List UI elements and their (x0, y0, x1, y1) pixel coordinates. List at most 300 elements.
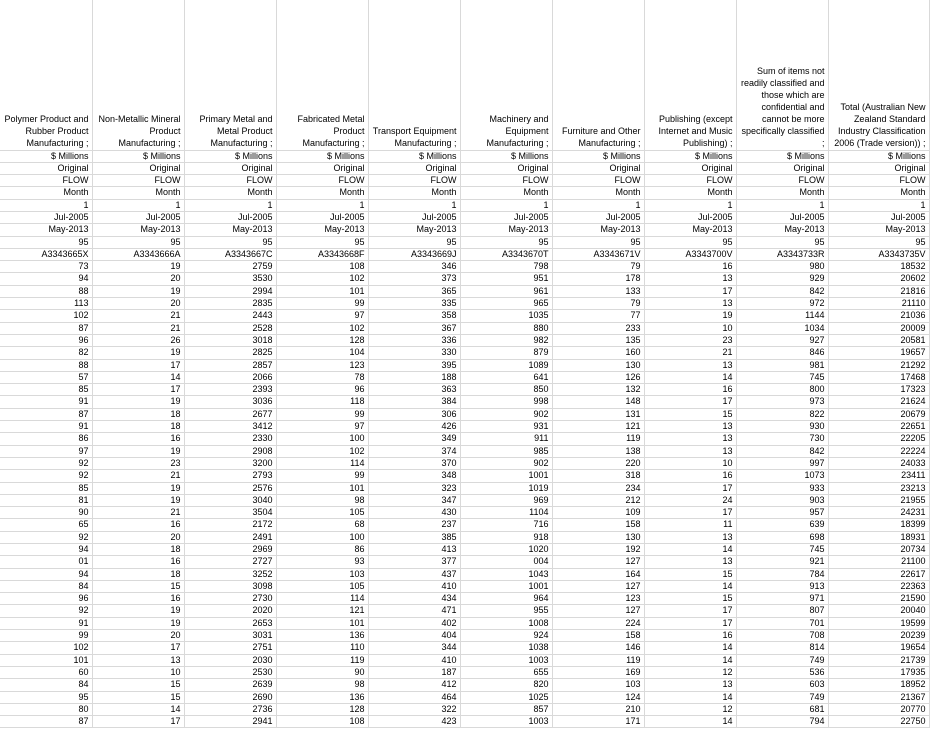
data-cell[interactable]: 20239 (828, 630, 929, 642)
data-cell[interactable]: 92 (0, 531, 92, 543)
data-cell[interactable]: 19 (92, 396, 184, 408)
data-cell[interactable]: 16 (92, 433, 184, 445)
header-adjustment-cell[interactable]: Original (92, 162, 184, 174)
data-cell[interactable]: 2857 (184, 359, 276, 371)
data-cell[interactable]: 22750 (828, 716, 929, 728)
data-cell[interactable]: 708 (736, 630, 828, 642)
data-cell[interactable]: 19654 (828, 642, 929, 654)
header-observations-cell[interactable]: 95 (0, 236, 92, 248)
header-title-cell[interactable]: Polymer Product and Rubber Product Manufacturing ; (0, 0, 92, 150)
data-cell[interactable]: 17 (644, 285, 736, 297)
data-cell[interactable]: 14 (644, 716, 736, 728)
data-cell[interactable]: 814 (736, 642, 828, 654)
data-cell[interactable]: 98 (276, 494, 368, 506)
header-unit-cell[interactable]: $ Millions (92, 150, 184, 162)
data-cell[interactable]: 60 (0, 666, 92, 678)
data-cell[interactable]: 2825 (184, 347, 276, 359)
data-cell[interactable]: 2727 (184, 556, 276, 568)
data-cell[interactable]: 374 (368, 445, 460, 457)
data-cell[interactable]: 85 (0, 384, 92, 396)
data-cell[interactable]: 19 (92, 605, 184, 617)
data-cell[interactable]: 13 (644, 421, 736, 433)
header-series-type-cell[interactable]: FLOW (552, 175, 644, 187)
data-cell[interactable]: 118 (276, 396, 368, 408)
data-cell[interactable]: 2491 (184, 531, 276, 543)
data-cell[interactable]: 2172 (184, 519, 276, 531)
data-cell[interactable]: 132 (552, 384, 644, 396)
data-cell[interactable]: 3504 (184, 507, 276, 519)
data-cell[interactable]: 102 (0, 642, 92, 654)
data-cell[interactable]: 88 (0, 359, 92, 371)
data-cell[interactable]: 110 (276, 642, 368, 654)
data-cell[interactable]: 385 (368, 531, 460, 543)
data-cell[interactable]: 434 (368, 593, 460, 605)
data-cell[interactable]: 80 (0, 703, 92, 715)
data-cell[interactable]: 965 (460, 298, 552, 310)
data-cell[interactable]: 130 (552, 359, 644, 371)
data-cell[interactable]: 3252 (184, 568, 276, 580)
data-cell[interactable]: 20 (92, 531, 184, 543)
data-cell[interactable]: 951 (460, 273, 552, 285)
data-cell[interactable]: 121 (552, 421, 644, 433)
data-cell[interactable]: 822 (736, 408, 828, 420)
data-cell[interactable]: 13 (644, 273, 736, 285)
data-cell[interactable]: 87 (0, 716, 92, 728)
data-cell[interactable]: 2530 (184, 666, 276, 678)
data-cell[interactable]: 126 (552, 371, 644, 383)
data-cell[interactable]: 850 (460, 384, 552, 396)
data-cell[interactable]: 1020 (460, 544, 552, 556)
data-cell[interactable]: 187 (368, 666, 460, 678)
data-cell[interactable]: 2759 (184, 261, 276, 273)
header-series-type-cell[interactable]: FLOW (828, 175, 929, 187)
data-cell[interactable]: 18952 (828, 679, 929, 691)
header-adjustment-cell[interactable]: Original (0, 162, 92, 174)
data-cell[interactable]: 79 (552, 298, 644, 310)
data-cell[interactable]: 100 (276, 433, 368, 445)
data-cell[interactable]: 344 (368, 642, 460, 654)
data-cell[interactable]: 3040 (184, 494, 276, 506)
header-series-id-cell[interactable]: A3343733R (736, 248, 828, 260)
data-cell[interactable]: 14 (644, 691, 736, 703)
data-cell[interactable]: 90 (0, 507, 92, 519)
data-cell[interactable]: 14 (644, 580, 736, 592)
data-cell[interactable]: 981 (736, 359, 828, 371)
data-cell[interactable]: 929 (736, 273, 828, 285)
data-cell[interactable]: 1008 (460, 617, 552, 629)
data-cell[interactable]: 22363 (828, 580, 929, 592)
data-cell[interactable]: 2528 (184, 322, 276, 334)
data-cell[interactable]: 1034 (736, 322, 828, 334)
data-cell[interactable]: 16 (644, 384, 736, 396)
data-cell[interactable]: 370 (368, 457, 460, 469)
data-cell[interactable]: 130 (552, 531, 644, 543)
data-cell[interactable]: 16 (644, 261, 736, 273)
data-cell[interactable]: 210 (552, 703, 644, 715)
data-cell[interactable]: 18931 (828, 531, 929, 543)
data-cell[interactable]: 91 (0, 396, 92, 408)
data-cell[interactable]: 2994 (184, 285, 276, 297)
data-cell[interactable]: 22224 (828, 445, 929, 457)
header-unit-cell[interactable]: $ Millions (644, 150, 736, 162)
data-cell[interactable]: 21 (644, 347, 736, 359)
header-observations-cell[interactable]: 95 (276, 236, 368, 248)
header-series-id-cell[interactable]: A3343665X (0, 248, 92, 260)
data-cell[interactable]: 347 (368, 494, 460, 506)
data-cell[interactable]: 13 (644, 679, 736, 691)
data-cell[interactable]: 17323 (828, 384, 929, 396)
header-collection-month-cell[interactable]: 1 (736, 199, 828, 211)
header-title-cell[interactable]: Publishing (except Internet and Music Publishing) ; (644, 0, 736, 150)
data-cell[interactable]: 192 (552, 544, 644, 556)
data-cell[interactable]: 21816 (828, 285, 929, 297)
data-cell[interactable]: 14 (644, 642, 736, 654)
data-cell[interactable]: 127 (552, 556, 644, 568)
data-cell[interactable]: 2393 (184, 384, 276, 396)
data-cell[interactable]: 17 (644, 617, 736, 629)
data-cell[interactable]: 19 (92, 494, 184, 506)
data-cell[interactable]: 10 (644, 322, 736, 334)
data-cell[interactable]: 794 (736, 716, 828, 728)
data-cell[interactable]: 19 (92, 347, 184, 359)
data-cell[interactable]: 101 (276, 285, 368, 297)
header-series-start-cell[interactable]: Jul-2005 (460, 211, 552, 223)
data-cell[interactable]: 20040 (828, 605, 929, 617)
header-series-end-cell[interactable]: May-2013 (552, 224, 644, 236)
data-cell[interactable]: 964 (460, 593, 552, 605)
data-cell[interactable]: 93 (276, 556, 368, 568)
header-title-cell[interactable]: Furniture and Other Manufacturing ; (552, 0, 644, 150)
data-cell[interactable]: 911 (460, 433, 552, 445)
data-cell[interactable]: 127 (552, 580, 644, 592)
data-cell[interactable]: 97 (276, 421, 368, 433)
header-unit-cell[interactable]: $ Millions (0, 150, 92, 162)
data-cell[interactable]: 336 (368, 334, 460, 346)
header-observations-cell[interactable]: 95 (460, 236, 552, 248)
data-cell[interactable]: 2639 (184, 679, 276, 691)
data-cell[interactable]: 119 (552, 654, 644, 666)
data-cell[interactable]: 16 (92, 593, 184, 605)
header-frequency-cell[interactable]: Month (276, 187, 368, 199)
data-cell[interactable]: 19657 (828, 347, 929, 359)
data-cell[interactable]: 14 (644, 371, 736, 383)
data-cell[interactable]: 927 (736, 334, 828, 346)
data-cell[interactable]: 99 (0, 630, 92, 642)
data-cell[interactable]: 17 (92, 384, 184, 396)
data-cell[interactable]: 21100 (828, 556, 929, 568)
data-cell[interactable]: 13 (644, 359, 736, 371)
data-cell[interactable]: 101 (276, 617, 368, 629)
header-series-id-cell[interactable]: A3343671V (552, 248, 644, 260)
data-cell[interactable]: 3530 (184, 273, 276, 285)
data-cell[interactable]: 681 (736, 703, 828, 715)
data-cell[interactable]: 128 (276, 703, 368, 715)
data-cell[interactable]: 639 (736, 519, 828, 531)
data-cell[interactable]: 91 (0, 617, 92, 629)
header-series-start-cell[interactable]: Jul-2005 (184, 211, 276, 223)
data-cell[interactable]: 3412 (184, 421, 276, 433)
data-cell[interactable]: 20734 (828, 544, 929, 556)
data-cell[interactable]: 3200 (184, 457, 276, 469)
data-cell[interactable]: 158 (552, 519, 644, 531)
data-cell[interactable]: 100 (276, 531, 368, 543)
data-cell[interactable]: 730 (736, 433, 828, 445)
data-cell[interactable]: 426 (368, 421, 460, 433)
data-cell[interactable]: 171 (552, 716, 644, 728)
data-cell[interactable]: 2736 (184, 703, 276, 715)
header-title-cell[interactable]: Machinery and Equipment Manufacturing ; (460, 0, 552, 150)
data-cell[interactable]: 97 (276, 310, 368, 322)
data-cell[interactable]: 3018 (184, 334, 276, 346)
data-cell[interactable]: 24033 (828, 457, 929, 469)
data-cell[interactable]: 220 (552, 457, 644, 469)
header-series-type-cell[interactable]: FLOW (184, 175, 276, 187)
data-cell[interactable]: 655 (460, 666, 552, 678)
data-cell[interactable]: 464 (368, 691, 460, 703)
data-cell[interactable]: 402 (368, 617, 460, 629)
data-cell[interactable]: 842 (736, 285, 828, 297)
data-cell[interactable]: 955 (460, 605, 552, 617)
header-collection-month-cell[interactable]: 1 (828, 199, 929, 211)
header-frequency-cell[interactable]: Month (736, 187, 828, 199)
data-cell[interactable]: 323 (368, 482, 460, 494)
data-cell[interactable]: 19 (92, 261, 184, 273)
data-cell[interactable]: 135 (552, 334, 644, 346)
data-cell[interactable]: 15 (644, 408, 736, 420)
data-cell[interactable]: 13 (644, 556, 736, 568)
data-cell[interactable]: 18399 (828, 519, 929, 531)
data-cell[interactable]: 2020 (184, 605, 276, 617)
data-cell[interactable]: 21 (92, 322, 184, 334)
data-cell[interactable]: 2793 (184, 470, 276, 482)
header-observations-cell[interactable]: 95 (644, 236, 736, 248)
data-cell[interactable]: 96 (276, 384, 368, 396)
header-title-cell[interactable]: Fabricated Metal Product Manufacturing ; (276, 0, 368, 150)
data-cell[interactable]: 2330 (184, 433, 276, 445)
data-cell[interactable]: 21955 (828, 494, 929, 506)
data-cell[interactable]: 2653 (184, 617, 276, 629)
data-cell[interactable]: 17 (644, 507, 736, 519)
header-observations-cell[interactable]: 95 (368, 236, 460, 248)
data-cell[interactable]: 92 (0, 470, 92, 482)
header-observations-cell[interactable]: 95 (828, 236, 929, 248)
header-series-start-cell[interactable]: Jul-2005 (368, 211, 460, 223)
data-cell[interactable]: 349 (368, 433, 460, 445)
data-cell[interactable]: 18 (92, 408, 184, 420)
data-cell[interactable]: 23411 (828, 470, 929, 482)
data-cell[interactable]: 21292 (828, 359, 929, 371)
header-collection-month-cell[interactable]: 1 (552, 199, 644, 211)
data-cell[interactable]: 930 (736, 421, 828, 433)
header-frequency-cell[interactable]: Month (92, 187, 184, 199)
header-series-type-cell[interactable]: FLOW (644, 175, 736, 187)
data-cell[interactable]: 99 (276, 408, 368, 420)
data-cell[interactable]: 124 (552, 691, 644, 703)
header-series-start-cell[interactable]: Jul-2005 (644, 211, 736, 223)
data-cell[interactable]: 136 (276, 630, 368, 642)
data-cell[interactable]: 224 (552, 617, 644, 629)
header-series-end-cell[interactable]: May-2013 (92, 224, 184, 236)
data-cell[interactable]: 998 (460, 396, 552, 408)
header-series-type-cell[interactable]: FLOW (92, 175, 184, 187)
data-cell[interactable]: 102 (0, 310, 92, 322)
data-cell[interactable]: 10 (644, 457, 736, 469)
data-cell[interactable]: 536 (736, 666, 828, 678)
data-cell[interactable]: 1001 (460, 470, 552, 482)
header-unit-cell[interactable]: $ Millions (460, 150, 552, 162)
data-cell[interactable]: 103 (552, 679, 644, 691)
header-adjustment-cell[interactable]: Original (276, 162, 368, 174)
data-cell[interactable]: 17 (644, 605, 736, 617)
data-cell[interactable]: 931 (460, 421, 552, 433)
data-cell[interactable]: 16 (92, 556, 184, 568)
data-cell[interactable]: 1038 (460, 642, 552, 654)
data-cell[interactable]: 330 (368, 347, 460, 359)
data-cell[interactable]: 81 (0, 494, 92, 506)
data-cell[interactable]: 17935 (828, 666, 929, 678)
data-cell[interactable]: 377 (368, 556, 460, 568)
data-cell[interactable]: 23 (644, 334, 736, 346)
data-cell[interactable]: 95 (0, 691, 92, 703)
header-series-id-cell[interactable]: A3343667C (184, 248, 276, 260)
data-cell[interactable]: 88 (0, 285, 92, 297)
data-cell[interactable]: 15 (644, 593, 736, 605)
data-cell[interactable]: 857 (460, 703, 552, 715)
data-cell[interactable]: 17 (644, 396, 736, 408)
data-cell[interactable]: 101 (0, 654, 92, 666)
header-series-start-cell[interactable]: Jul-2005 (736, 211, 828, 223)
data-cell[interactable]: 13 (92, 654, 184, 666)
data-cell[interactable]: 3098 (184, 580, 276, 592)
header-observations-cell[interactable]: 95 (184, 236, 276, 248)
data-cell[interactable]: 11 (644, 519, 736, 531)
data-cell[interactable]: 19 (92, 482, 184, 494)
data-cell[interactable]: 346 (368, 261, 460, 273)
header-series-id-cell[interactable]: A3343670T (460, 248, 552, 260)
header-frequency-cell[interactable]: Month (184, 187, 276, 199)
data-cell[interactable]: 20602 (828, 273, 929, 285)
data-cell[interactable]: 365 (368, 285, 460, 297)
data-cell[interactable]: 138 (552, 445, 644, 457)
header-title-cell[interactable]: Non-Metallic Mineral Product Manufacturing ; (92, 0, 184, 150)
data-cell[interactable]: 17468 (828, 371, 929, 383)
data-cell[interactable]: 21 (92, 310, 184, 322)
data-cell[interactable]: 1035 (460, 310, 552, 322)
data-cell[interactable]: 384 (368, 396, 460, 408)
data-cell[interactable]: 972 (736, 298, 828, 310)
data-cell[interactable]: 701 (736, 617, 828, 629)
data-cell[interactable]: 913 (736, 580, 828, 592)
data-cell[interactable]: 20 (92, 273, 184, 285)
data-cell[interactable]: 136 (276, 691, 368, 703)
data-cell[interactable]: 603 (736, 679, 828, 691)
data-cell[interactable]: 846 (736, 347, 828, 359)
header-unit-cell[interactable]: $ Millions (276, 150, 368, 162)
header-frequency-cell[interactable]: Month (552, 187, 644, 199)
header-series-id-cell[interactable]: A3343669J (368, 248, 460, 260)
data-cell[interactable]: 10 (92, 666, 184, 678)
header-observations-cell[interactable]: 95 (92, 236, 184, 248)
data-cell[interactable]: 22205 (828, 433, 929, 445)
data-cell[interactable]: 99 (276, 470, 368, 482)
data-cell[interactable]: 961 (460, 285, 552, 297)
data-cell[interactable]: 20581 (828, 334, 929, 346)
data-cell[interactable]: 16 (92, 519, 184, 531)
data-cell[interactable]: 26 (92, 334, 184, 346)
data-cell[interactable]: 437 (368, 568, 460, 580)
header-series-end-cell[interactable]: May-2013 (460, 224, 552, 236)
data-cell[interactable]: 119 (552, 433, 644, 445)
data-cell[interactable]: 423 (368, 716, 460, 728)
data-cell[interactable]: 96 (0, 334, 92, 346)
data-cell[interactable]: 86 (0, 433, 92, 445)
data-cell[interactable]: 17 (644, 482, 736, 494)
data-cell[interactable]: 91 (0, 421, 92, 433)
data-cell[interactable]: 410 (368, 654, 460, 666)
data-cell[interactable]: 94 (0, 273, 92, 285)
data-cell[interactable]: 164 (552, 568, 644, 580)
header-series-end-cell[interactable]: May-2013 (828, 224, 929, 236)
data-cell[interactable]: 2066 (184, 371, 276, 383)
data-cell[interactable]: 212 (552, 494, 644, 506)
data-cell[interactable]: 413 (368, 544, 460, 556)
data-cell[interactable]: 18 (92, 544, 184, 556)
data-cell[interactable]: 21624 (828, 396, 929, 408)
data-cell[interactable]: 14 (92, 371, 184, 383)
data-cell[interactable]: 348 (368, 470, 460, 482)
data-cell[interactable]: 108 (276, 716, 368, 728)
data-cell[interactable]: 14 (644, 654, 736, 666)
data-cell[interactable]: 921 (736, 556, 828, 568)
header-series-type-cell[interactable]: FLOW (276, 175, 368, 187)
data-cell[interactable]: 104 (276, 347, 368, 359)
data-cell[interactable]: 358 (368, 310, 460, 322)
data-cell[interactable]: 234 (552, 482, 644, 494)
data-cell[interactable]: 902 (460, 408, 552, 420)
data-cell[interactable]: 363 (368, 384, 460, 396)
data-cell[interactable]: 404 (368, 630, 460, 642)
data-cell[interactable]: 77 (552, 310, 644, 322)
data-cell[interactable]: 96 (0, 593, 92, 605)
data-cell[interactable]: 1073 (736, 470, 828, 482)
header-frequency-cell[interactable]: Month (644, 187, 736, 199)
data-cell[interactable]: 21739 (828, 654, 929, 666)
header-unit-cell[interactable]: $ Millions (184, 150, 276, 162)
header-series-end-cell[interactable]: May-2013 (276, 224, 368, 236)
data-cell[interactable]: 84 (0, 679, 92, 691)
data-cell[interactable]: 798 (460, 261, 552, 273)
data-cell[interactable]: 903 (736, 494, 828, 506)
data-cell[interactable]: 65 (0, 519, 92, 531)
data-cell[interactable]: 178 (552, 273, 644, 285)
header-series-start-cell[interactable]: Jul-2005 (276, 211, 368, 223)
data-cell[interactable]: 2751 (184, 642, 276, 654)
data-cell[interactable]: 21110 (828, 298, 929, 310)
data-cell[interactable]: 16 (644, 630, 736, 642)
data-cell[interactable]: 121 (276, 605, 368, 617)
data-cell[interactable]: 90 (276, 666, 368, 678)
header-adjustment-cell[interactable]: Original (184, 162, 276, 174)
data-cell[interactable]: 21 (92, 470, 184, 482)
header-series-end-cell[interactable]: May-2013 (644, 224, 736, 236)
data-cell[interactable]: 820 (460, 679, 552, 691)
data-cell[interactable]: 169 (552, 666, 644, 678)
header-unit-cell[interactable]: $ Millions (368, 150, 460, 162)
data-cell[interactable]: 97 (0, 445, 92, 457)
data-cell[interactable]: 13 (644, 531, 736, 543)
data-cell[interactable]: 19599 (828, 617, 929, 629)
data-cell[interactable]: 1089 (460, 359, 552, 371)
